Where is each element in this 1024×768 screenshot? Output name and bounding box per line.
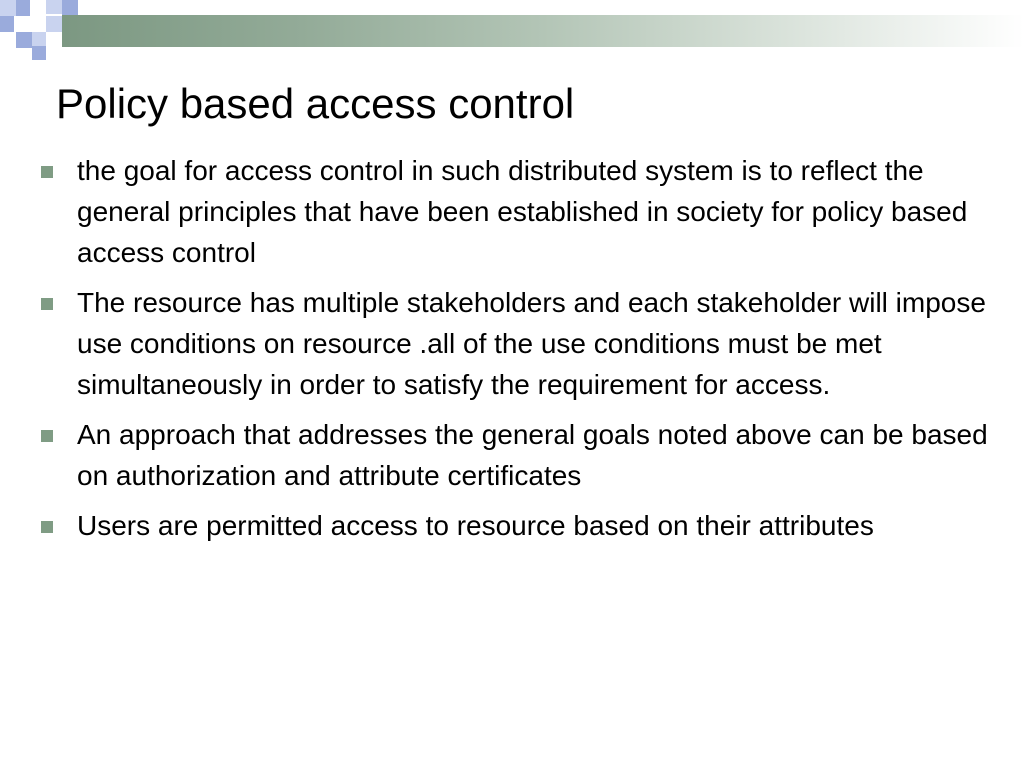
decor-square xyxy=(14,16,46,32)
bullet-item xyxy=(40,150,988,273)
square-bullet-icon xyxy=(41,430,53,442)
bullet-text: An approach that addresses the general goals noted above can be based on authorization and attribute certificates xyxy=(77,419,988,491)
bullet-text: the goal for access control in such distributed system is to reflect the general principles that have been established in society for policy based access control xyxy=(77,155,968,268)
decor-square xyxy=(32,32,46,46)
decor-square xyxy=(62,0,78,16)
decor-square xyxy=(16,0,30,16)
bullet-text: The resource has multiple stakeholders and each stakeholder will impose use conditions on resource .all of the use conditions must be met simultaneously in order to satisfy the requirement for access. xyxy=(77,287,986,400)
bullet-item xyxy=(40,282,988,405)
square-bullet-icon xyxy=(41,521,53,533)
decor-square xyxy=(32,46,46,60)
square-bullet-icon xyxy=(41,166,53,178)
square-bullet-icon xyxy=(41,298,53,310)
decor-square xyxy=(46,0,62,14)
bullet-text: Users are permitted access to resource based on their attributes xyxy=(77,510,874,541)
bullet-item xyxy=(40,505,988,546)
decor-square xyxy=(0,0,16,16)
bullet-list xyxy=(40,150,988,555)
slide-title: Policy based access control xyxy=(56,80,575,127)
decor-square xyxy=(0,16,14,32)
bullet-item xyxy=(40,414,988,496)
decor-square xyxy=(16,32,32,48)
decor-square xyxy=(46,16,62,32)
header-gradient-bar xyxy=(62,15,1024,47)
